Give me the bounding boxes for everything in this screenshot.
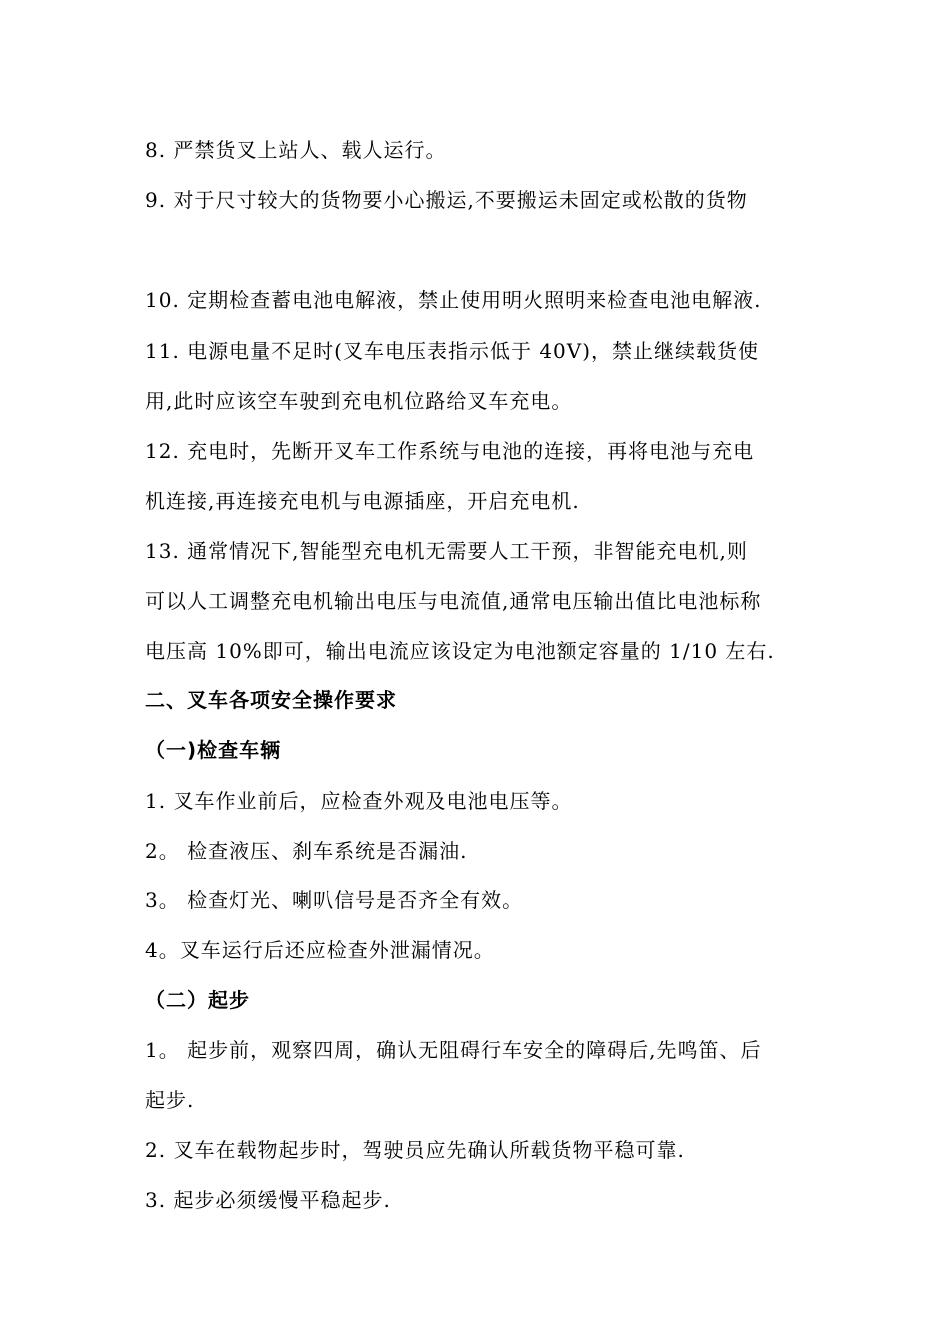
subsection-heading-1: （一)检查车辆 (145, 738, 282, 762)
text-line-start-1-cont: 起步. (145, 1088, 195, 1112)
text-line-check-2: 2。 检查液压、刹车系统是否漏油. (145, 839, 468, 863)
text-line-rule-9: 9. 对于尺寸较大的货物要小心搬运,不要搬运未固定或松散的货物 (145, 188, 748, 212)
text-line-check-1: 1. 叉车作业前后，应检查外观及电池电压等。 (145, 789, 573, 813)
subsection-heading-2: （二）起步 (145, 988, 250, 1012)
text-line-rule-12-cont: 机连接,再连接充电机与电源插座，开启充电机. (145, 489, 580, 513)
text-line-rule-13-cont-1: 可以人工调整充电机输出电压与电流值,通常电压输出值比电池标称 (145, 589, 762, 613)
text-line-rule-10: 10. 定期检查蓄电池电解液，禁止使用明火照明来检查电池电解液. (145, 288, 762, 312)
text-line-start-3: 3. 起步必须缓慢平稳起步. (145, 1188, 391, 1212)
text-line-rule-13-cont-2: 电压高 10%即可，输出电流应该设定为电池额定容量的 1/10 左右. (145, 639, 775, 663)
text-line-start-1: 1。 起步前，观察四周，确认无阻碍行车安全的障碍后,先鸣笛、后 (145, 1038, 762, 1062)
text-line-check-4: 4。叉车运行后还应检查外泄漏情况。 (145, 938, 495, 962)
text-line-check-3: 3。 检查灯光、喇叭信号是否齐全有效。 (145, 888, 524, 912)
text-line-rule-11-cont: 用,此时应该空车驶到充电机位路给叉车充电。 (145, 389, 573, 413)
text-line-rule-8: 8. 严禁货叉上站人、载人运行。 (145, 138, 447, 162)
section-heading-2: 二、叉车各项安全操作要求 (145, 688, 397, 712)
text-line-rule-11: 11. 电源电量不足时(叉车电压表指示低于 40V)，禁止继续载货使 (145, 339, 760, 363)
text-line-start-2: 2. 叉车在载物起步时，驾驶员应先确认所载货物平稳可靠. (145, 1138, 685, 1162)
text-line-rule-13: 13. 通常情况下,智能型充电机无需要人工干预，非智能充电机,则 (145, 539, 748, 563)
text-line-rule-12: 12. 充电时，先断开叉车工作系统与电池的连接，再将电池与充电 (145, 439, 755, 463)
